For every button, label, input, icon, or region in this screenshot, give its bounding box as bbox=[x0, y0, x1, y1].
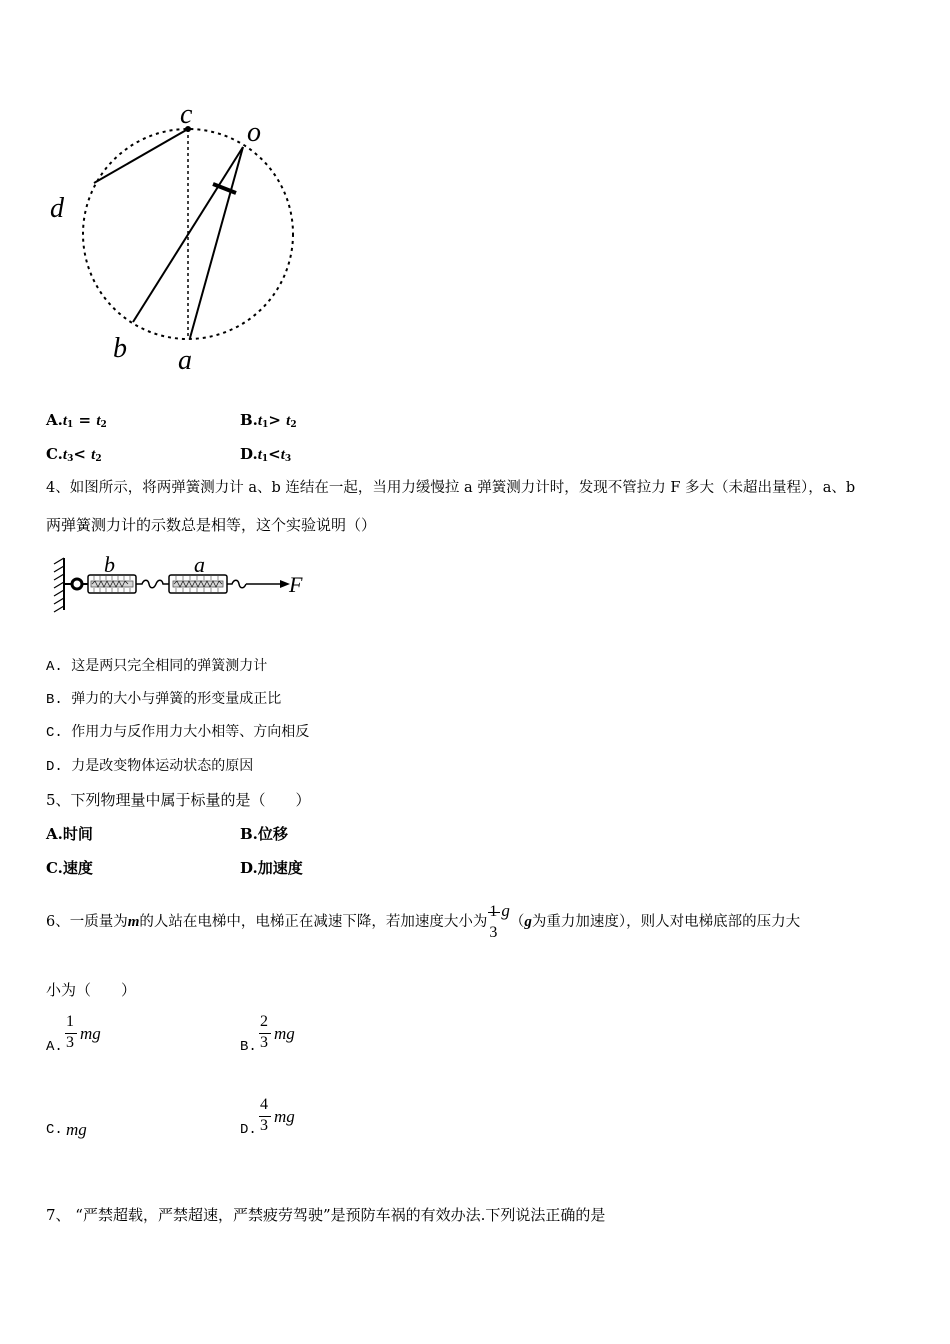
label-c: c bbox=[180, 99, 193, 130]
wall-hook bbox=[72, 579, 82, 589]
spring-balance-b bbox=[88, 575, 136, 593]
q6-stem-line2: 小为（ ） bbox=[46, 981, 137, 999]
q5-option-a[interactable]: A.时间 bbox=[46, 825, 93, 843]
spring-balance-a bbox=[169, 575, 227, 593]
q4-stem-line1: 4、如图所示，将两弹簧测力计 a、b 连结在一起，当用力缓慢拉 a 弹簧测力计时，发现不管拉力 F 多大（未超出量程），a、b bbox=[46, 480, 856, 496]
q6-fraction: 3 bbox=[487, 892, 501, 932]
q3-option-c[interactable]: $C.t_3< t_2$ bbox=[46, 445, 102, 464]
chord-oa bbox=[190, 147, 243, 338]
q5-option-b[interactable]: B.位移 bbox=[240, 825, 288, 843]
q4-stem-line2: 两弹簧测力计的示数总是相等，这个实验说明（） bbox=[46, 516, 377, 534]
q3-option-a[interactable]: $A.t_1 = t_2$ bbox=[46, 411, 107, 430]
connector-hooks bbox=[136, 580, 169, 588]
q4-option-b[interactable]: B. 弹力的大小与弹簧的形变量成正比 bbox=[46, 692, 282, 708]
q5-stem: 5、下列物理量中属于标量的是（ ） bbox=[46, 791, 311, 809]
label-d: d bbox=[50, 193, 64, 224]
q5-option-c[interactable]: C.速度 bbox=[46, 859, 93, 877]
q4-option-d[interactable]: D. 力是改变物体运动状态的原因 bbox=[46, 759, 254, 775]
q6-stem-line1: 6、一质量为m的人站在电梯中，电梯正在减速下降，若加速度大小为 3 g（g为重力加速度），则人对电梯底部的压力大 bbox=[46, 892, 800, 942]
q4-option-a[interactable]: A. 这是两只完全相同的弹簧测力计 bbox=[46, 659, 268, 675]
spring-balance-figure bbox=[44, 552, 314, 616]
q5-option-d[interactable]: D.加速度 bbox=[240, 859, 303, 877]
q4-option-c[interactable]: C. 作用力与反作用力大小相等、方向相反 bbox=[46, 725, 310, 741]
wall-hatch bbox=[54, 558, 64, 612]
q3-option-d[interactable]: $D.t_1<t_3$ bbox=[240, 445, 292, 464]
q7-stem: 7、 “严禁超载，严禁超速，严禁疲劳驾驶”是预防车祸的有效办法.下列说法正确的是 bbox=[46, 1206, 606, 1224]
circle-diagram bbox=[40, 95, 310, 385]
label-a: a bbox=[178, 345, 192, 376]
label-b: b bbox=[113, 333, 127, 364]
pull-hook bbox=[227, 580, 246, 588]
label-a-balance: a bbox=[194, 552, 205, 577]
label-b-balance: b bbox=[104, 552, 115, 577]
q3-option-b[interactable]: $B.t_1> t_2$ bbox=[240, 411, 297, 430]
label-o: o bbox=[247, 117, 261, 148]
label-force: F bbox=[289, 572, 303, 597]
chord-cd bbox=[94, 129, 188, 183]
